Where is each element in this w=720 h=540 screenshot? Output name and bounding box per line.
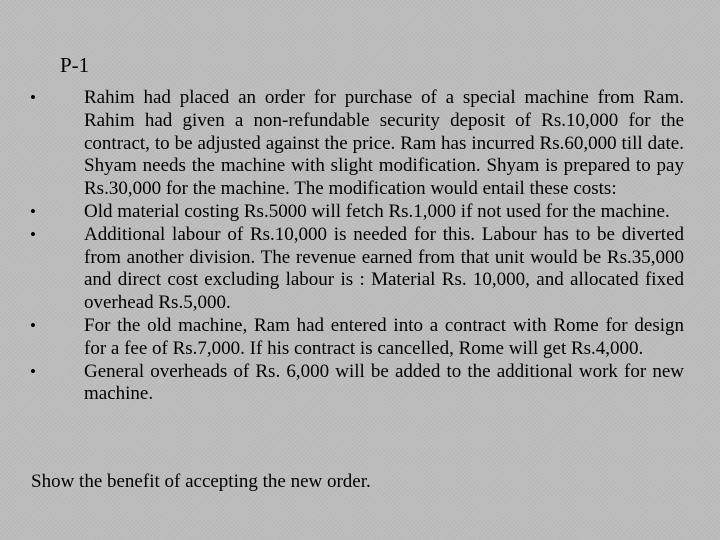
list-item — [0, 87, 720, 201]
bullet-icon: • — [30, 361, 36, 381]
bullet-text: For the old machine, Ram had entered into a contract with Rome for design for a fee of Rs.7,000. If his contract is cancelled, Rome will get Rs.4,000. — [84, 314, 684, 359]
list-item — [0, 201, 720, 224]
list-item — [0, 315, 720, 361]
slide-title: P-1 — [60, 53, 90, 77]
list-item — [0, 224, 720, 315]
bullet-text: Old material costing Rs.5000 will fetch Rs.1,000 if not used for the machine. — [84, 200, 670, 222]
bullet-text: Additional labour of Rs.10,000 is needed for this. Labour has to be diverted from another division. The revenue earned from that unit would be Rs.35,000 and direct cost excluding labour is : Material Rs. 10,000, and allocated fixed overhead Rs.5,000. — [84, 223, 684, 314]
bullet-icon: • — [30, 88, 36, 107]
closing-instruction: Show the benefit of accepting the new order. — [31, 471, 371, 492]
bullet-text: Rahim had placed an order for purchase of a special machine from Ram. Rahim had given a non-refundable security deposit of Rs.10,000 for the contract, to be adjusted against the price. Ram has incurred Rs.60,000 till date. Shyam needs the machine with slight modification. Shyam is prepared to pay Rs.30,000 for the machine. The modification would entail these costs: — [84, 87, 684, 200]
bullet-text: General overheads of Rs. 6,000 will be added to the additional work for new machine. — [84, 360, 684, 405]
bullet-icon: • — [30, 224, 36, 244]
bullet-list — [0, 87, 720, 406]
bullet-icon: • — [30, 201, 36, 221]
list-item — [0, 361, 720, 407]
bullet-icon: • — [30, 315, 36, 335]
